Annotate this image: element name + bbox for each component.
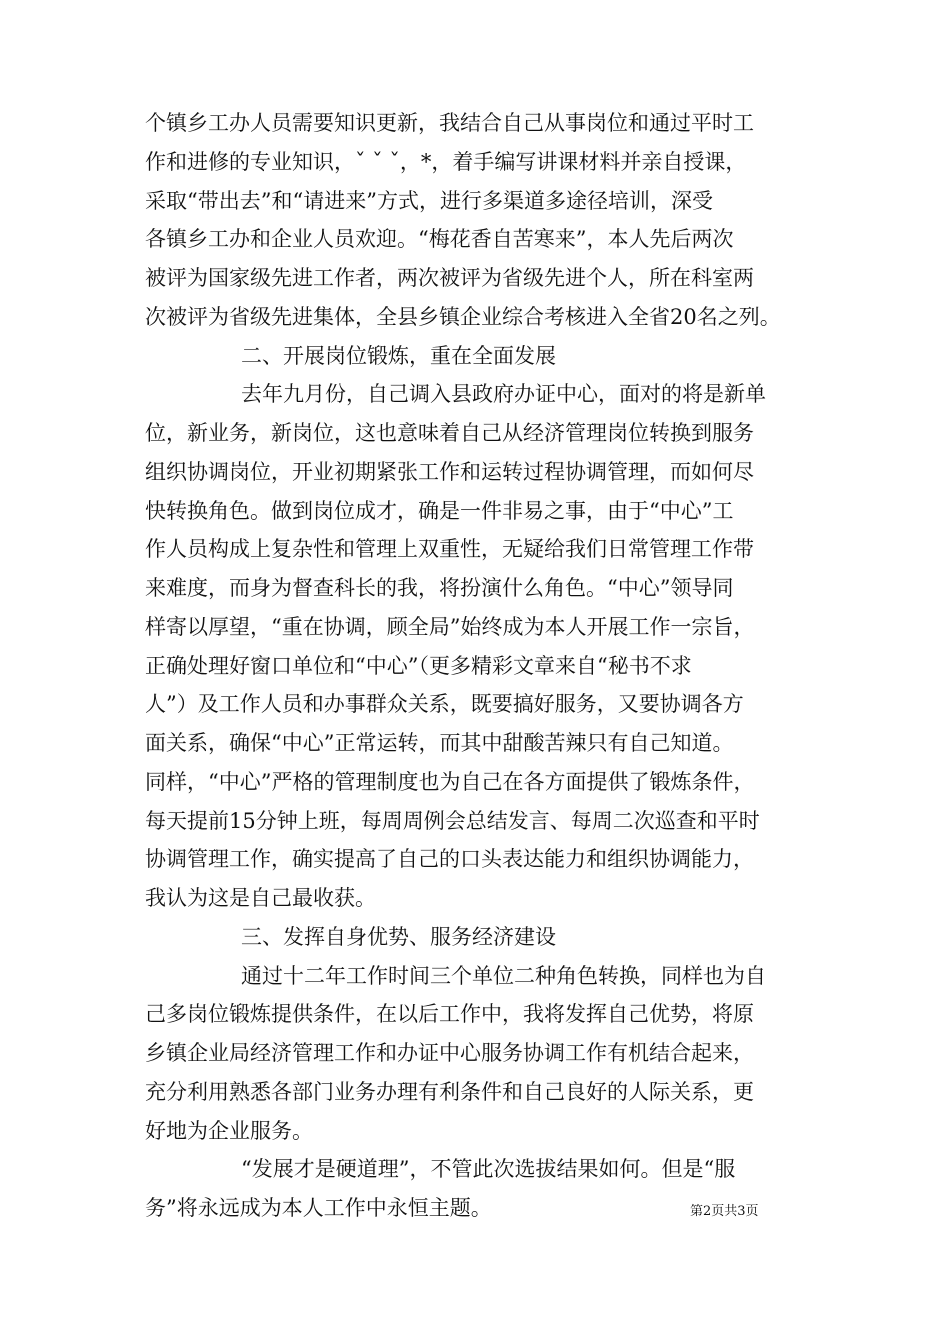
text-line: 快转换角色。做到岗位成才，确是一件非易之事，由于“中心”工 bbox=[145, 498, 734, 523]
text-line: 个镇乡工办人员需要知识更新，我结合自己从事岗位和通过平时工 bbox=[145, 111, 754, 135]
text-line: 人”）及工作人员和办事群众关系，既要搞好服务，又要协调各方 bbox=[145, 692, 744, 717]
text-line: 作和进修的专业知识，ˇ ˇ ˇ，*，着手编写讲课材料并亲自授课， bbox=[145, 149, 747, 174]
text-line: 去年九月份，自己调入县政府办证中心，面对的将是新单 bbox=[241, 382, 766, 407]
text-line: 来难度，而身为督查科长的我，将扮演什么角色。“中心”领导同 bbox=[145, 576, 734, 600]
text-line: “发展才是硬道理”，不管此次选拔结果如何。但是“服 bbox=[241, 1157, 736, 1182]
text-line: 组织协调岗位，开业初期紧张工作和运转过程协调管理，而如何尽 bbox=[145, 459, 754, 484]
text-line: 乡镇企业局经济管理工作和办证中心服务协调工作有机结合起来， bbox=[145, 1041, 754, 1065]
text-line: 好地为企业服务。 bbox=[145, 1118, 313, 1143]
text-line: 我认为这是自己最收获。 bbox=[145, 886, 376, 910]
text-line: 作人员构成上复杂性和管理上双重性，无疑给我们日常管理工作带 bbox=[145, 537, 754, 562]
text-line: 位，新业务，新岗位，这也意味着自己从经济管理岗位转换到服务 bbox=[145, 421, 754, 445]
text-line: 己多岗位锻炼提供条件，在以后工作中，我将发挥自己优势，将原 bbox=[145, 1002, 754, 1027]
text-line: 充分利用熟悉各部门业务办理有利条件和自己良好的人际关系，更 bbox=[145, 1079, 754, 1104]
text-line: 次被评为省级先进集体，全县乡镇企业综合考核进入全省20名之列。 bbox=[145, 304, 781, 329]
text-line: 务”将永远成为本人工作中永恒主题。 bbox=[145, 1196, 492, 1220]
text-line: 协调管理工作，确实提高了自己的口头表达能力和组织协调能力， bbox=[145, 847, 754, 872]
text-line: 面关系，确保“中心”正常运转，而其中甜酸苦辣只有自己知道。 bbox=[145, 731, 734, 755]
text-line: 三、发挥自身优势、服务经济建设 bbox=[241, 924, 556, 949]
document-body bbox=[145, 104, 815, 1228]
page-number-footer: 第2页共3页 bbox=[690, 1204, 759, 1219]
text-line: 二、开展岗位锻炼，重在全面发展 bbox=[241, 343, 556, 368]
text-line: 样寄以厚望，“重在协调，顾全局”始终成为本人开展工作一宗旨， bbox=[145, 614, 755, 639]
text-line: 采取“带出去”和“请进来”方式，进行多渠道多途径培训，深受 bbox=[145, 188, 713, 213]
text-line: 同样，“中心”严格的管理制度也为自己在各方面提供了锻炼条件， bbox=[145, 769, 755, 794]
text-line: 正确处理好窗口单位和“中心”（更多精彩文章来自“秘书不求 bbox=[145, 653, 692, 678]
text-line: 被评为国家级先进工作者，两次被评为省级先进个人，所在科室两 bbox=[145, 266, 754, 290]
text-line: 各镇乡工办和企业人员欢迎。“梅花香自苦寒来”，本人先后两次 bbox=[145, 227, 734, 252]
text-line: 每天提前15分钟上班，每周周例会总结发言、每周二次巡查和平时 bbox=[145, 808, 760, 833]
text-line: 通过十二年工作时间三个单位二种角色转换，同样也为自 bbox=[241, 963, 766, 988]
